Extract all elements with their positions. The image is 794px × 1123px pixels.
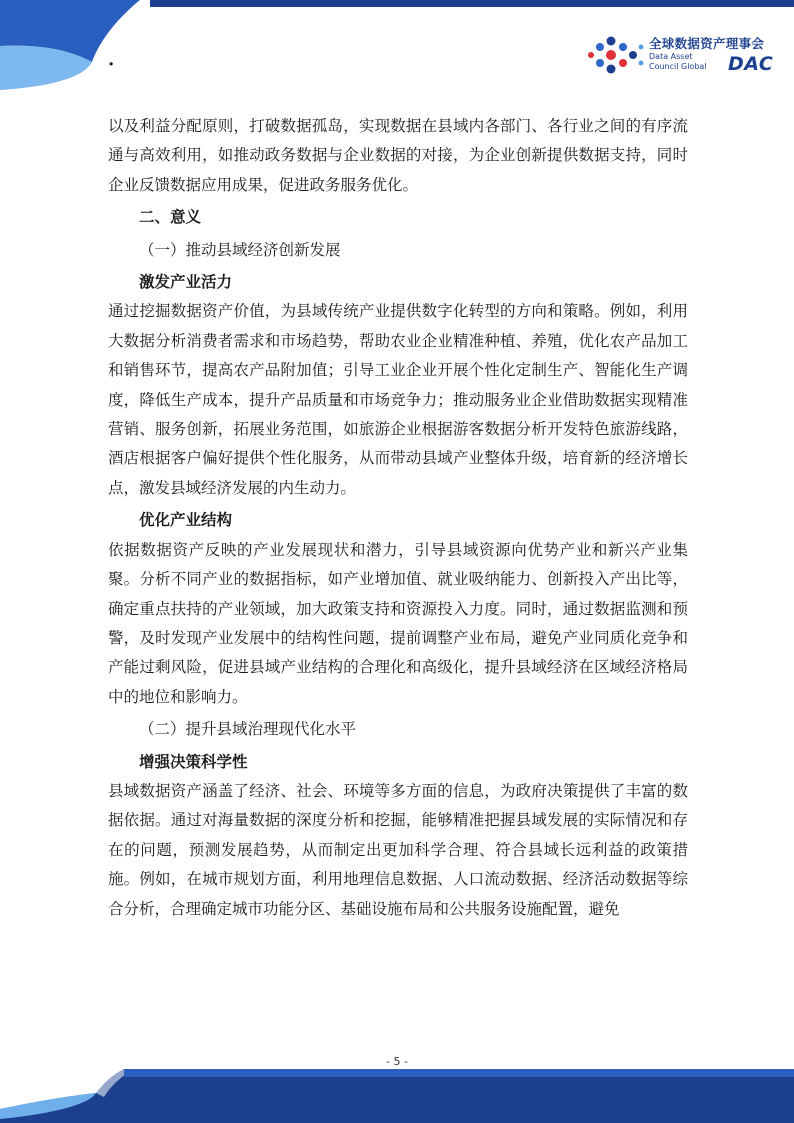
- paragraph-2: 通过挖掘数据资产价值，为县域传统产业提供数字化转型的方向和策略。例如，利用大数据分析消费者需求和市场趋势，帮助农业企业精准种植、养殖，优化农产品加工和销售环节，提高农产品附加值；引导工业企业开展个性化定制生产、智能化生产调度，降低生产成本，提升产品质量和市场竞争力；推动服务业企业借助数据实现精准营销、服务创新，拓展业务范围，如旅游企业根据游客数据分析开发特色旅游线路，酒店根据客户偏好提供个性化服务，从而带动县域产业整体升级，培育新的经济增长点，激发县域经济发展的内生动力。: [108, 302, 688, 497]
- paragraph-4: 县域数据资产涵盖了经济、社会、环境等多方面的信息，为政府决策提供了丰富的数据依据。通过对海量数据的深度分析和挖掘，能够精准把握县域发展的实际情况和存在的问题，预测发展趋势，从而制定出更加科学合理、符合县域长远利益的政策措施。例如，在城市规划方面，利用地理信息数据、人口流动数据、经济活动数据等综合分析，合理确定城市功能分区、基础设施布局和公共服务设施配置，避免: [108, 781, 688, 918]
- footer-decoration: [0, 1063, 794, 1123]
- paragraph-1: 以及利益分配原则，打破数据孤岛，实现数据在县域内各部门、各行业之间的有序流通与高效利用，如推动政务数据与企业数据的对接，为企业创新提供数据支持，同时企业反馈数据应用成果，促进政务服务优化。: [108, 117, 688, 194]
- subsection-heading-economy: （一）推动县域经济创新发展: [139, 240, 341, 259]
- dac-logo: [585, 33, 785, 78]
- logo-name-cn: 全球数据资产理事会: [649, 36, 765, 51]
- page-number: - 5 -: [386, 1055, 408, 1068]
- subsection-heading-governance: （二）提升县域治理现代化水平: [139, 720, 357, 739]
- section-heading-significance: 二、意义: [139, 208, 202, 227]
- logo-name-en-line1: Data Asset: [649, 52, 693, 61]
- header-dot: ·: [108, 54, 115, 75]
- heading-decision-science: 增强决策科学性: [139, 752, 248, 771]
- heading-industry-structure: 优化产业结构: [139, 511, 233, 530]
- page-body: [108, 112, 688, 924]
- heading-industry-vitality: 激发产业活力: [139, 273, 233, 292]
- paragraph-3: 依据数据资产反映的产业发展现状和潜力，引导县域资源向优势产业和新兴产业集聚。分析不同产业的数据指标，如产业增加值、就业吸纳能力、创新投入产出比等，确定重点扶持的产业领域，加大政策支持和资源投入力度。同时，通过数据监测和预警，及时发现产业发展中的结构性问题，提前调整产业布局，避免产业同质化竞争和产能过剩风险，促进县域产业结构的合理化和高级化，提升县域经济在区域经济格局中的地位和影响力。: [108, 540, 688, 706]
- logo-abbr: DAC: [728, 53, 774, 75]
- dac-logo-dots-icon: [585, 35, 647, 75]
- logo-name-en-line2: Council Global: [649, 62, 707, 71]
